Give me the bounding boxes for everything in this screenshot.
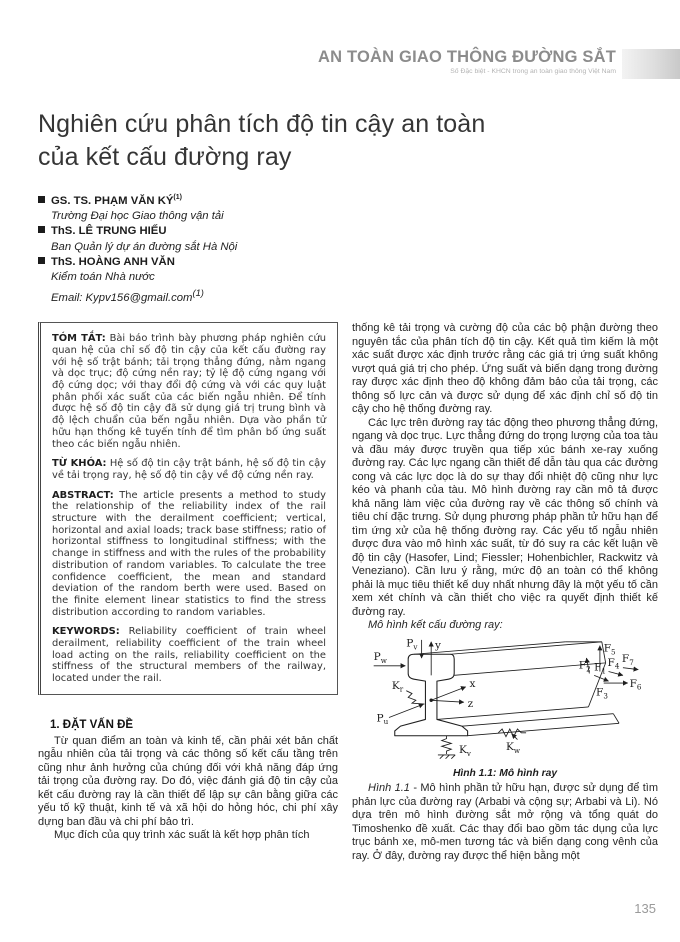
abstract-label: ABSTRACT: xyxy=(52,489,114,501)
page-number: 135 xyxy=(634,901,656,916)
right-column xyxy=(352,322,658,863)
figure-note-text: - Mô hình phần tử hữu hạn, được sử dụng để tìm phản lực của đường ray (Arbabi và cộng sự; Arbabi và Li). Nó dựa trên mô hình đường sắt mở rộng và tổng quát do Timoshenko đề xuất. Các thay đổi bao gồm tác dụng của lực trục bánh xe, mô-men tương tác và biến dạng cong vênh của ray. Ở đây, đường ray được thể hiện bằng một xyxy=(352,782,658,862)
author-superscript: (1) xyxy=(173,194,182,202)
tukhoa-label: TỪ KHÓA: xyxy=(52,458,107,470)
label-kr: $K_r$ xyxy=(391,679,404,694)
section-1-heading: 1. ĐẶT VẤN ĐỀ xyxy=(50,718,134,731)
label-x-axis: x xyxy=(469,677,476,690)
abstract-paragraph xyxy=(52,490,326,619)
figure-rail-model xyxy=(366,637,644,766)
email-superscript: (1) xyxy=(192,287,204,299)
header-gradient-bar xyxy=(622,49,680,79)
keywords-label: KEYWORDS: xyxy=(52,626,120,638)
keywords-text: Reliability coefficient of train wheel derailment, reliability coefficient of the train wheel load acting on the rails, reliability coefficient on the stiffness of the structural members of the railway, located under the rail. xyxy=(52,626,326,685)
label-z-axis: z xyxy=(467,697,474,710)
two-column-layout xyxy=(38,322,658,863)
paragraph: Các lực trên đường ray tác động theo phương thẳng đứng, ngang và dọc trục. Lực thẳng đứng do trọng lượng của toa tàu và đầu máy được truyền qua tiếp xúc bánh xe-ray xuống đường ray. Các lực ngang cần thiết để dẫn tàu qua các đường cong và các lực dọc là do sự thay đổi nhiệt độ cũng như lực kéo và phanh của tàu. Mô hình đường ray cần mô tả được khả năng làm việc của đường ray về các thông số chính và tiêu chí đặc trưng. Sử dụng phương pháp phần tử hữu hạn để tìm ứng xử của hệ thống đường ray. Các yếu tố ngẫu nhiên được đưa vào mô hình xác suất, từ đó suy ra các kết luận về độ tin cậy (Hasofer, Lind; Fiessler; Hohenbichler, Rackwitz và Veneziano). Cần lưu ý rằng, mức độ an toàn có thể không phải là mục tiêu thiết kế duy nhất nhưng đây là một yếu tố cần xem xét chính và cần thiết cho việc ra quyết định thiết kế đường ray. xyxy=(352,416,658,618)
journal-header-text xyxy=(318,48,622,75)
tomtat-paragraph xyxy=(52,333,326,450)
rail-model-diagram-icon xyxy=(366,637,644,766)
journal-title: AN TOÀN GIAO THÔNG ĐƯỜNG SẮT xyxy=(318,48,616,66)
tomtat-label: TÓM TẮT: xyxy=(52,333,106,345)
author-name-text: ThS. HOÀNG ANH VĂN xyxy=(51,255,175,268)
abstract-box xyxy=(38,322,338,695)
abstract-text: The article presents a method to study the relationship of the reliability index of the rail structure with the derailment coefficient; vertical, horizontal and axial loads; track base stiffness; ratio of horizontal stiffness to longitudinal stiffness; with the change in stiffness and with the rules of the probability distribution of random variables. To calculate the tree confidence coefficient, the mean and standard deviation of the random berth were used. Based on the finite element linear statistics to find the stress distribution according to random variables. xyxy=(52,489,326,618)
label-f2: $F_2$ xyxy=(578,659,591,674)
author-email xyxy=(38,285,658,306)
paragraph: Mô hình kết cấu đường ray: xyxy=(368,619,503,632)
article-title-line2: của kết cấu đường ray xyxy=(38,143,292,171)
label-pw: $P_w$ xyxy=(373,650,387,665)
label-kw: $K_w$ xyxy=(505,740,520,755)
label-f4: $F_4$ xyxy=(607,656,620,671)
paragraph: Từ quan điểm an toàn và kinh tế, cần phải xét bản chất ngẫu nhiên của tải trọng và các thông số kết cấu tầng trên cũng như ảnh hưởng của chúng đối với khả năng đáp ứng tải trọng của đường ray. Do đó, việc đánh giá độ tin cậy của kết cấu đường ray là cần thiết để lập sự cân bằng giữa các yếu tố kỹ thuật, kinh tế và xã hội do hỏng hóc, chi phí xây dựng ban đầu và chi phí bảo trì. xyxy=(38,734,338,828)
label-y-axis: y xyxy=(435,639,441,652)
article-title xyxy=(38,0,658,174)
author-name xyxy=(38,255,658,270)
paragraph: thống kê tải trọng và cường độ của các bộ phận đường theo nguyên tắc của phân tích độ tin cậy. Kết quả tìm kiếm là một xác suất được xác định trước rằng các giá trị ứng suất không vượt quá giá trị cho phép. Ứng suất và biến dạng trong đường ray được xác định theo độ không đảm bảo của tải trọng, các thông số lực cản và được sử dụng để xác định chỉ số độ tin cậy cho hệ thống đường ray. xyxy=(352,322,658,416)
author-email-text: Email: Kypv156@gmail.com xyxy=(51,291,193,304)
label-f3: $F_3$ xyxy=(596,686,608,701)
figure-note-lead: Hình 1.1 xyxy=(368,782,410,795)
label-pu: $P_u$ xyxy=(376,712,389,726)
journal-header xyxy=(318,48,680,79)
square-bullet-icon xyxy=(38,226,45,233)
label-f7: $F_7$ xyxy=(621,652,634,667)
author-affiliation: Trường Đại học Giao thông vận tải xyxy=(51,210,224,223)
paragraph: Mục đích của quy trình xác suất là kết hợp phân tích xyxy=(54,829,310,842)
left-column xyxy=(38,322,338,863)
author-name xyxy=(38,194,658,209)
tomtat-text: Bài báo trình bày phương pháp nghiên cứu quan hệ của chỉ số độ tin cậy của kết cấu đường ray với hệ số trật bánh; tải trọng thẳng đứng, nằm ngang và dọc trục; độ cứng nền ray; tỷ lệ độ cứng ngang với độ cứng dọc; với thay đổi độ cứng và với các quy luật phân phối xác suất của các biến ngẫu nhiên. Để tính được hệ số độ tin cậy đã sử dụng giá trị trung bình và độ lệch chuẩn của bến ngẫu nhiên. Dựa vào phần tử hữu hạn thống kê tuyến tính để tìm phân bố ứng suất theo các biến ngẫu nhiên. xyxy=(52,333,327,450)
label-f5: $F_5$ xyxy=(603,642,616,656)
figure-note xyxy=(352,782,658,863)
figure-caption: Hình 1.1: Mô hình ray xyxy=(452,768,558,780)
article-title-line1: Nghiên cứu phân tích độ tin cậy an toàn xyxy=(38,110,486,138)
label-kv: $K_v$ xyxy=(458,743,471,758)
square-bullet-icon xyxy=(38,196,45,203)
label-f6: $F_6$ xyxy=(629,677,642,692)
author-name-text: ThS. LÊ TRUNG HIẾU xyxy=(51,225,167,238)
paragraph xyxy=(352,782,658,863)
author-name-text: GS. TS. PHẠM VĂN KÝ xyxy=(51,195,174,207)
author-affiliation: Kiểm toán Nhà nước xyxy=(51,271,155,284)
author-name xyxy=(38,224,658,239)
journal-subtitle: Số Đặc biệt - KHCN trong an toàn giao thông Việt Nam xyxy=(450,68,616,76)
square-bullet-icon xyxy=(38,257,45,264)
tukhoa-paragraph xyxy=(52,458,326,481)
left-column-text xyxy=(38,735,338,843)
keywords-paragraph xyxy=(52,626,326,685)
tukhoa-text: Hệ số độ tin cậy trật bánh, hệ số độ tin cậy về tải trọng ray, hệ số độ tin cậy về độ cứng nền ray. xyxy=(52,458,326,481)
label-f1: $F_1$ xyxy=(594,661,607,676)
authors-list xyxy=(38,194,658,306)
right-column-text xyxy=(352,322,658,633)
author-affiliation: Ban Quản lý dự án đường sắt Hà Nội xyxy=(51,240,238,253)
label-pv: $P_v$ xyxy=(406,637,418,652)
